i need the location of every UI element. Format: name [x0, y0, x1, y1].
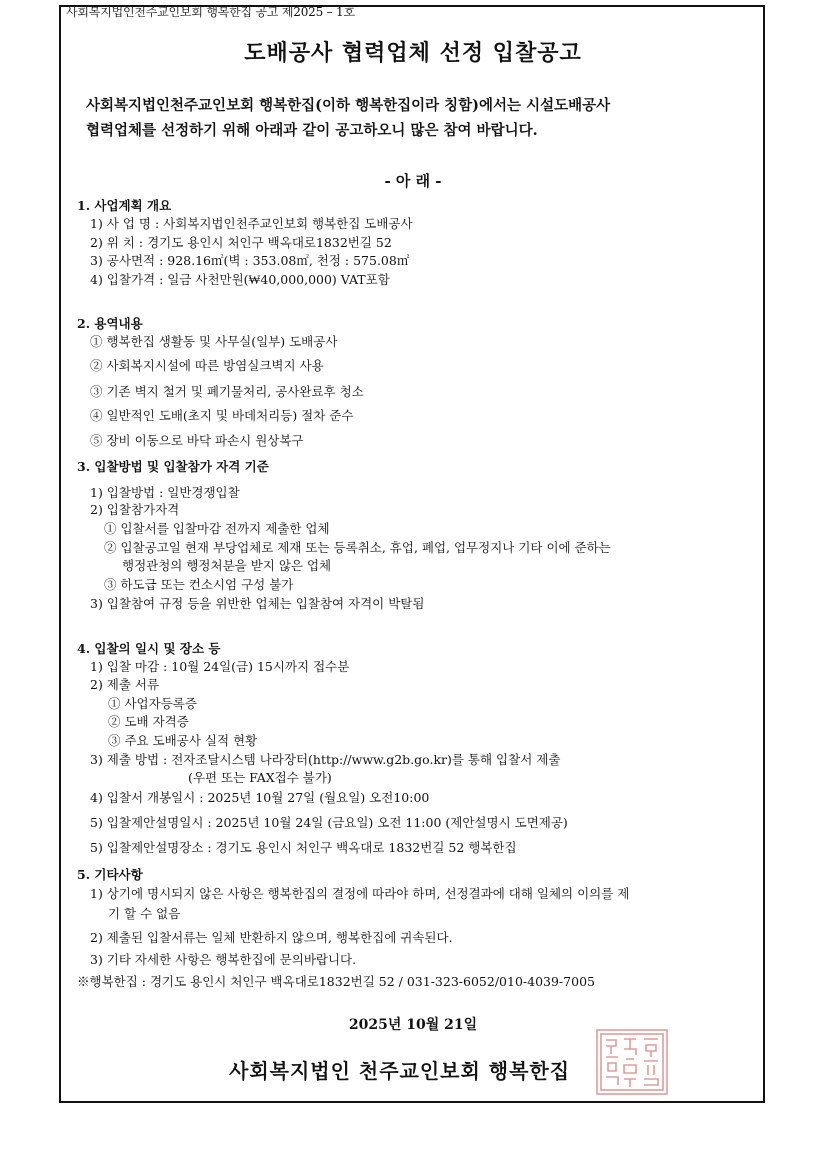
submission-doc-item: ② 도배 자격증	[108, 714, 189, 729]
qualification-item-cont: 행정관청의 행정처분을 받지 않은 업체	[122, 558, 332, 573]
section-1-item: 1) 사 업 명 : 사회복지법인천주교인보회 행복한집 도배공사	[90, 216, 413, 231]
submission-method: 3) 제출 방법 : 전자조달시스템 나라장터(http://www.g2b.go.kr)를 통해 입찰서 제출	[90, 752, 561, 767]
organization-name: 사회복지법인 천주교인보회 행복한집	[229, 1059, 571, 1083]
participation-rule: 3) 입찰참여 규정 등을 위반한 업체는 입찰참여 자격이 박탈됨	[90, 596, 425, 611]
section-2-item: ① 행복한집 생활동 및 사무실(일부) 도배공사	[90, 334, 338, 349]
section-2-item: ④ 일반적인 도배(초지 및 바데처리등) 절차 준수	[90, 408, 354, 423]
document-number: 사회복지법인천주교인보회 행복한집 공고 제2025 – 1호	[66, 5, 355, 19]
contact-info: ※행복한집 : 경기도 용인시 처인구 백옥대로1832번길 52 / 031-323-6052/010-4039-7005	[77, 974, 595, 989]
intro-line-2: 협력업체를 선정하기 위해 아래과 같이 공고하오니 많은 참여 바랍니다.	[86, 122, 538, 139]
submission-docs-heading: 2) 제출 서류	[90, 677, 160, 692]
section-3-heading: 3. 입찰방법 및 입찰참가 자격 기준	[77, 459, 269, 474]
bid-method: 1) 입찰방법 : 일반경쟁입찰	[90, 485, 240, 500]
official-seal-stamp	[594, 1027, 670, 1097]
bid-deadline: 1) 입찰 마감 : 10월 24일(금) 15시까지 접수분	[90, 659, 350, 674]
briefing-time: 5) 입찰제안설명일시 : 2025년 10월 24일 (금요일) 오전 11:00 (제안설명시 도면제공)	[90, 815, 568, 830]
section-1-heading: 1. 사업계획 개요	[77, 198, 172, 213]
section-4-heading: 4. 입찰의 일시 및 장소 등	[77, 641, 221, 656]
submission-doc-item: ③ 주요 도배공사 실적 현황	[108, 733, 258, 748]
submission-note: (우편 또는 FAX접수 불가)	[188, 770, 332, 785]
qualification-heading: 2) 입찰참가자격	[90, 502, 180, 517]
section-1-item: 2) 위 치 : 경기도 용인시 처인구 백옥대로1832번길 52	[90, 235, 392, 250]
intro-line-1: 사회복지법인천주교인보회 행복한집(이하 행복한집이라 칭함)에서는 시설도배공사	[86, 97, 611, 114]
misc-item: 3) 기타 자세한 사항은 행복한집에 문의바랍니다.	[90, 952, 357, 967]
section-1-item: 4) 입찰가격 : 일금 사천만원(₩40,000,000) VAT포함	[90, 272, 390, 287]
below-heading: - 아 래 -	[384, 172, 442, 190]
section-2-heading: 2. 용역내용	[77, 316, 143, 331]
section-2-item: ② 사회복지시설에 따른 방염실크벽지 사용	[90, 358, 324, 373]
qualification-item: ③ 하도급 또는 컨소시엄 구성 불가	[104, 577, 294, 592]
bid-opening: 4) 입찰서 개봉일시 : 2025년 10월 27일 (월요일) 오전10:00	[90, 790, 430, 805]
section-2-item: ⑤ 장비 이동으로 바닥 파손시 원상복구	[90, 433, 304, 448]
qualification-item: ② 입찰공고일 현재 부당업체로 제재 또는 등록취소, 휴업, 폐업, 업무정지나 기타 이에 준하는	[104, 540, 611, 555]
submission-doc-item: ① 사업자등록증	[108, 696, 197, 711]
misc-item: 2) 제출된 입찰서류는 일체 반환하지 않으며, 행복한집에 귀속된다.	[90, 930, 453, 945]
qualification-item: ① 입찰서를 입찰마감 전까지 제출한 업체	[104, 521, 330, 536]
section-2-item: ③ 기존 벽지 철거 및 폐기물처리, 공사완료후 청소	[90, 384, 364, 399]
page-title: 도배공사 협력업체 선정 입찰공고	[244, 40, 582, 66]
briefing-place: 5) 입찰제안설명장소 : 경기도 용인시 처인구 백옥대로 1832번길 52 행복한집	[90, 840, 517, 855]
section-1-item: 3) 공사면적 : 928.16㎡(벽 : 353.08㎡, 천정 : 575.08㎡	[90, 253, 410, 268]
misc-item: 1) 상기에 명시되지 않은 사항은 행복한집의 결정에 따라야 하며, 선정결과에 대해 일체의 이의를 제	[90, 886, 630, 901]
misc-item-cont: 기 할 수 없음	[108, 906, 181, 921]
announcement-date: 2025년 10월 21일	[348, 1017, 478, 1033]
section-5-heading: 5. 기타사항	[77, 867, 143, 882]
intro-paragraph	[86, 93, 610, 143]
